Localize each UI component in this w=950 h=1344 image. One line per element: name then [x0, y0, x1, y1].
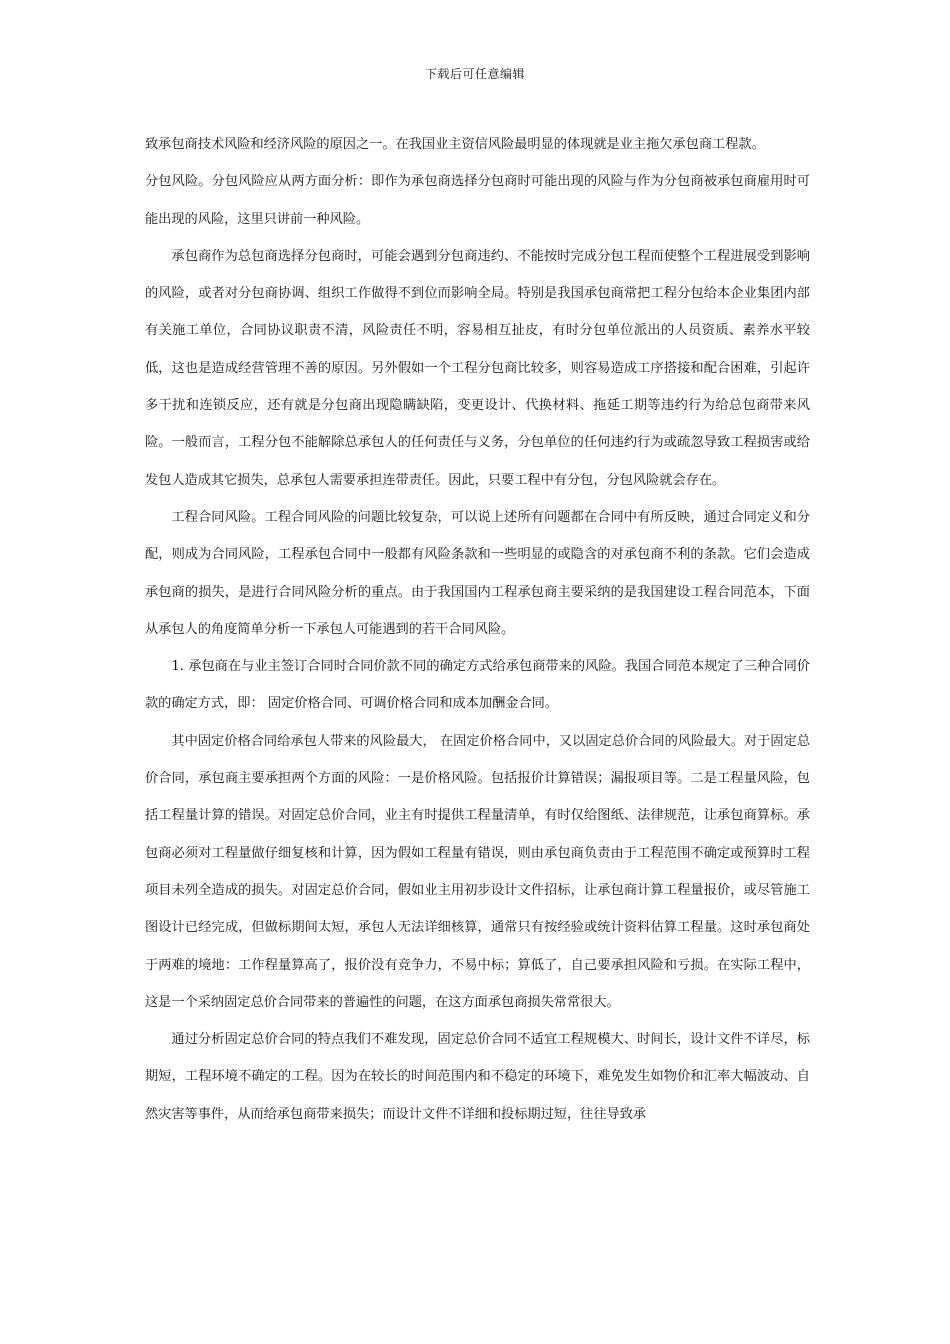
page-header: 下载后可任意编辑: [424, 67, 525, 81]
paragraph: 1. 承包商在与业主签订合同时合同价款不同的确定方式给承包商带来的风险。我国合同范本规定了三种合同价款的确定方式，即： 固定价格合同、可调价格合同和成本加酬金合同。: [145, 659, 810, 712]
paragraph: 通过分析固定总价合同的特点我们不难发现，固定总价合同不适宜工程规模大、时间长，设计文件不详尽，标期短，工程环境不确定的工程。因为在较长的时间范围内和不稳定的环境下，难免发生如物价和汇率大幅波动、自然灾害等事件，从而给承包商带来损失；而设计文件不详细和投标期过短，往往导致承: [145, 1032, 810, 1122]
paragraph: 分包风险。分包风险应从两方面分析：即作为承包商选择分包商时可能出现的风险与作为分包商被承包商雇用时可能出现的风险，这里只讲前一种风险。: [145, 174, 810, 227]
paragraph: 工程合同风险。工程合同风险的问题比较复杂，可以说上述所有问题都在合同中有所反映，通过合同定义和分配，则成为合同风险，工程承包合同中一般都有风险条款和一些明显的或隐含的对承包商不利的条款。它们会造成承包商的损失，是进行合同风险分析的重点。由于我国国内工程承包商主要采纳的是我国建设工程合同范本，下面从承包人的角度简单分析一下承包人可能遇到的若干合同风险。: [145, 509, 810, 637]
paragraph: 承包商作为总包商选择分包商时，可能会遇到分包商违约、不能按时完成分包工程而使整个工程进展受到影响的风险，或者对分包商协调、组织工作做得不到位而影响全局。特别是我国承包商常把工程分包给本企业集团内部有关施工单位，合同协议职责不清，风险责任不明，容易相互扯皮，有时分包单位派出的人员资质、素养水平较低，这也是造成经营管理不善的原因。另外假如一个工程分包商比较多，则容易造成工序搭接和配合困难，引起许多干扰和连锁反应，还有就是分包商出现隐瞒缺陷，变更设计、代换材料、拖延工期等违约行为给总包商带来风险。一般而言，工程分包不能解除总承包人的任何责任与义务，分包单位的任何违约行为或疏忽导致工程损害或给发包人造成其它损失，总承包人需要承担连带责任。因此，只要工程中有分包，分包风险就会存在。: [145, 248, 810, 488]
paragraph: 其中固定价格合同给承包人带来的风险最大， 在固定价格合同中，又以固定总价合同的风险最大。对于固定总价合同，承包商主要承担两个方面的风险：一是价格风险。包括报价计算错误；漏报项目等。二是工程量风险，包括工程量计算的错误。对固定总价合同，业主有时提供工程量清单，有时仅给图纸、法律规范，让承包商算标。承包商必须对工程量做仔细复核和计算，因为假如工程量有错误，则由承包商负责由于工程范围不确定或预算时工程项目未列全造成的损失。对固定总价合同，假如业主用初步设计文件招标，让承包商计算工程量报价，或尽管施工图设计已经完成，但做标期间太短，承包人无法详细核算，通常只有按经验或统计资料估算工程量。这时承包商处于两难的境地：工作程量算高了，报价没有竞争力，不易中标；算低了，自己要承担风险和亏损。在实际工程中，这是一个采纳固定总价合同带来的普遍性的问题，在这方面承包商损失常常很大。: [145, 733, 811, 1010]
document-body: [145, 126, 810, 1133]
paragraph: 致承包商技术风险和经济风险的原因之一。在我国业主资信风险最明显的体现就是业主拖欠承包商工程款。: [145, 137, 765, 152]
